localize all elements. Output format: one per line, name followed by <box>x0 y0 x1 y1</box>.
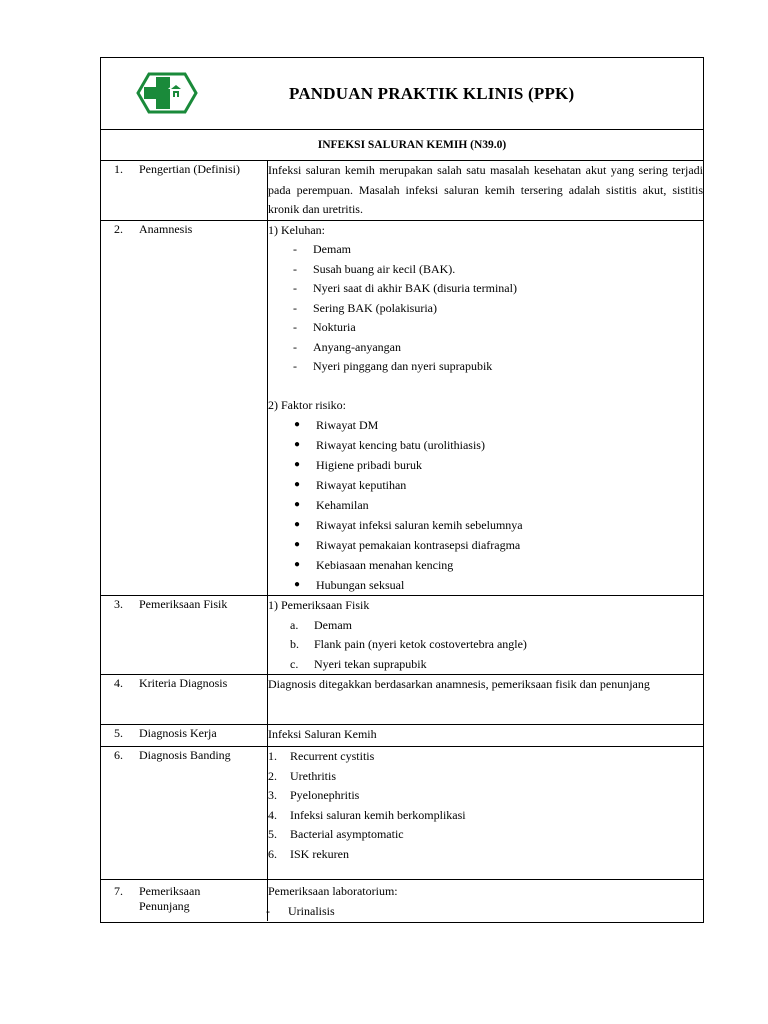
document-header <box>101 58 703 130</box>
list-item: ● Riwayat pemakaian kontrasepsi diafragma <box>268 535 703 555</box>
bullet-icon: ● <box>294 439 301 450</box>
bullet-icon: ● <box>294 519 301 530</box>
faktor-risiko-list <box>268 415 703 595</box>
row-label: Pemeriksaan <box>139 884 201 898</box>
list-item: - Nyeri saat di akhir BAK (disuria terminal) <box>293 281 517 295</box>
row-number: 5. <box>114 726 123 740</box>
row-label-cell <box>101 725 268 747</box>
row-label: Diagnosis Banding <box>139 748 231 762</box>
row-label-cell <box>101 675 268 725</box>
row-label-cell <box>101 596 268 675</box>
row-number: 1. <box>114 162 123 176</box>
row-label-cell <box>101 161 268 220</box>
row-number: 4. <box>114 676 123 690</box>
table-row <box>101 880 703 922</box>
list-item: 6. ISK rekuren <box>268 846 349 861</box>
list-item: 5. Bacterial asymptomatic <box>268 827 404 841</box>
list-item: ● Riwayat infeksi saluran kemih sebelumnya <box>268 515 703 535</box>
page-title: PANDUAN PRAKTIK KLINIS (PPK) <box>289 84 575 103</box>
list-item: - Susah buang air kecil (BAK). <box>293 261 456 276</box>
table-row <box>101 596 703 675</box>
bullet-icon: ● <box>294 539 301 550</box>
row-number: 6. <box>114 748 123 762</box>
list-item: 4. Infeksi saluran kemih berkomplikasi <box>268 807 466 822</box>
pemeriksaan-fisik-title: 1) Pemeriksaan Fisik <box>268 598 370 612</box>
list-item: - Nokturia <box>293 320 356 334</box>
list-item: 3. Pyelonephritis <box>268 788 360 802</box>
row-number: 3. <box>114 597 123 611</box>
list-item: - Urinalisis <box>266 903 335 918</box>
list-item: 1. Recurrent cystitis <box>268 749 375 763</box>
list-item: - Sering BAK (polakisuria) <box>293 300 437 315</box>
row-label-line2: Penunjang <box>139 899 190 913</box>
row-label-cell <box>101 747 268 880</box>
bullet-icon: ● <box>294 459 301 470</box>
row-content-cell <box>268 747 704 880</box>
table-row <box>101 725 703 747</box>
list-item: ● Kebiasaan menahan kencing <box>268 555 703 575</box>
list-item: c. Nyeri tekan suprapubik <box>290 656 427 671</box>
list-item: ● Higiene pribadi buruk <box>268 455 703 475</box>
row-number: 2. <box>114 221 123 236</box>
row-label: Kriteria Diagnosis <box>139 676 228 690</box>
ppk-document <box>100 57 704 923</box>
faktor-risiko-title: 2) Faktor risiko: <box>268 397 346 412</box>
list-item: - Nyeri pinggang dan nyeri suprapubik <box>293 359 493 373</box>
row-content-cell <box>268 161 704 220</box>
definition-text: Infeksi saluran kemih merupakan salah satu masalah kesehatan akut yang sering terjadi pada perempuan. Masalah infeksi saluran kemih tersering adalah sistitis akut, sistitis kronik dan uretritis. <box>268 163 703 216</box>
list-item: ● Riwayat DM <box>268 415 703 435</box>
table-row <box>101 747 703 880</box>
list-item: 2. Urethritis <box>268 768 336 783</box>
list-item: ● Riwayat kencing batu (urolithiasis) <box>268 435 703 455</box>
row-label-cell <box>101 220 268 596</box>
row-label: Anamnesis <box>139 221 193 236</box>
row-number: 7. <box>114 884 123 898</box>
bullet-icon: ● <box>294 479 301 490</box>
bullet-icon: ● <box>294 499 301 510</box>
bullet-icon: ● <box>294 579 301 590</box>
row-label: Pengertian (Definisi) <box>139 162 240 176</box>
list-item: b. Flank pain (nyeri ketok costovertebra angle) <box>290 637 527 651</box>
list-item: - Anyang-anyangan <box>293 339 401 354</box>
table-row <box>101 220 703 596</box>
list-item: ● Hubungan seksual <box>268 575 703 595</box>
row-content-cell <box>268 675 704 725</box>
ppk-table <box>101 161 703 921</box>
keluhan-list <box>268 240 703 377</box>
row-label-cell <box>101 880 268 922</box>
diagnosis-kerja-text: Infeksi Saluran Kemih <box>268 727 377 741</box>
kriteria-diagnosis-text: Diagnosis ditegakkan berdasarkan anamnesis, pemeriksaan fisik dan penunjang <box>268 677 650 691</box>
list-item: ● Riwayat keputihan <box>268 475 703 495</box>
table-row <box>101 675 703 725</box>
row-content-cell <box>268 596 704 675</box>
green-cross-house-logo-icon <box>134 71 200 115</box>
bullet-icon: ● <box>294 559 301 570</box>
list-item: - Demam <box>293 242 351 256</box>
row-content-cell <box>268 880 704 922</box>
pemeriksaan-penunjang-title: Pemeriksaan laboratorium: <box>268 884 398 898</box>
keluhan-title: 1) Keluhan: <box>268 222 325 237</box>
bullet-icon: ● <box>294 419 301 430</box>
row-content-cell <box>268 725 704 747</box>
row-label: Pemeriksaan Fisik <box>139 597 228 611</box>
list-item: a. Demam <box>290 617 352 632</box>
row-content-cell <box>268 220 704 596</box>
row-label: Diagnosis Kerja <box>139 726 217 740</box>
table-row <box>101 161 703 220</box>
document-subtitle: INFEKSI SALURAN KEMIH (N39.0) <box>101 130 703 161</box>
list-item: ● Kehamilan <box>268 495 703 515</box>
